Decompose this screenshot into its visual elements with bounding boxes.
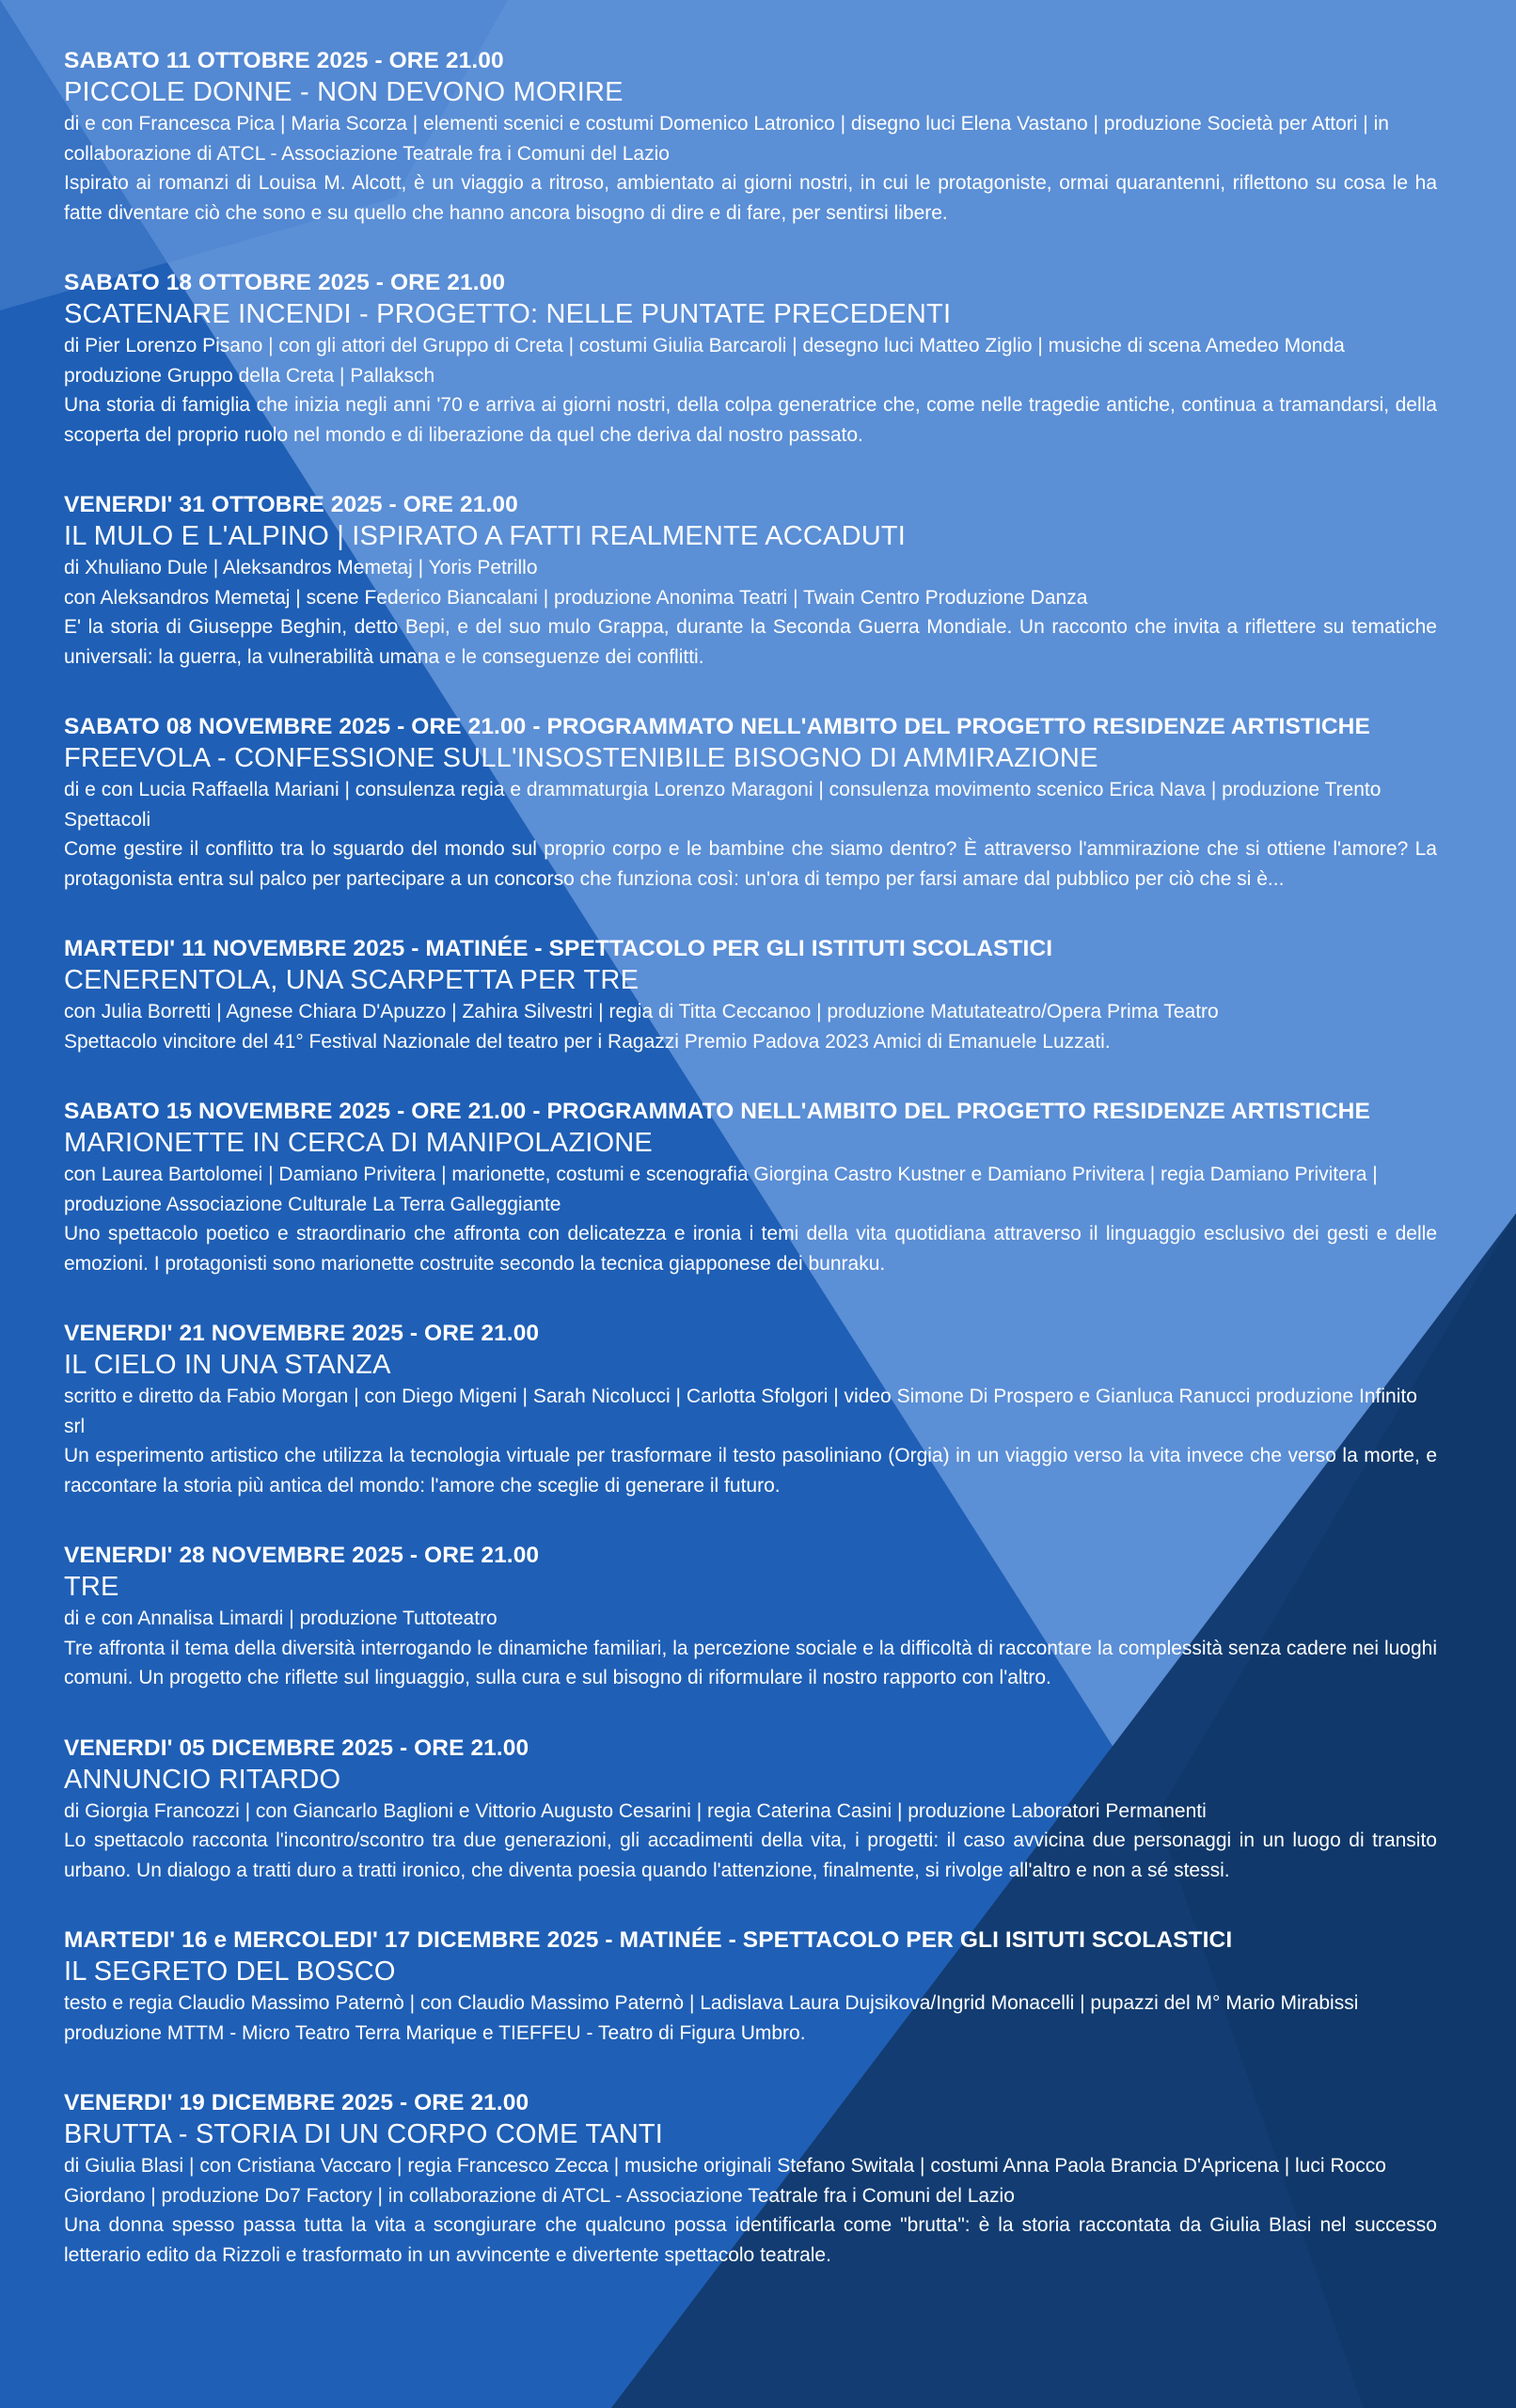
event-credits: di Pier Lorenzo Pisano | con gli attori del Gruppo di Creta | costumi Giulia Barcaroli | desegno luci Matteo Ziglio | musiche di scena Amedeo Monda produzione Gruppo della Creta | Pallaksch: [64, 335, 1345, 387]
event-credits: di e con Lucia Raffaella Mariani | consulenza regia e drammaturgia Lorenzo Maragoni | consulenza movimento scenico Erica Nava | produzione Trento Spettacoli: [64, 779, 1382, 831]
event-block: [64, 2089, 1437, 2270]
event-title: TRE: [64, 1572, 119, 1602]
event-title: FREEVOLA - CONFESSIONE SULL'INSOSTENIBILE BISOGNO DI AMMIRAZIONE: [64, 743, 1098, 773]
event-credits: con Laurea Bartolomei | Damiano Privitera | marionette, costumi e scenografia Giorgina Castro Kustner e Damiano Privitera | regia Damiano Privitera | produzione Associazione Culturale La Terra Galleggiante: [64, 1164, 1378, 1215]
event-description: Uno spettacolo poetico e straordinario che affronta con delicatezza e ironia i temi della vita quotidiana attraverso il linguaggio esclusivo dei gesti e delle emozioni. I protagonisti sono marionette costruite secondo la tecnica giapponese dei bunraku.: [64, 1223, 1437, 1275]
event-credits: di Xhuliano Dule | Aleksandros Memetaj | Yoris Petrillo con Aleksandros Memetaj | scene Federico Biancalani | produzione Anonima Teatri | Twain Centro Produzione Danza: [64, 557, 1088, 609]
event-date: VENERDI' 31 OTTOBRE 2025 - ORE 21.00: [64, 492, 518, 517]
event-credits: di e con Francesca Pica | Maria Scorza | elementi scenici e costumi Domenico Latronico | disegno luci Elena Vastano | produzione Società per Attori | in collaborazione di ATCL - Associazione Teatrale fra i Comuni del Lazio: [64, 113, 1389, 165]
event-credits: di e con Annalisa Limardi | produzione Tuttoteatro: [64, 1608, 497, 1629]
event-title: IL CIELO IN UNA STANZA: [64, 1350, 391, 1380]
event-date: MARTEDI' 16 e MERCOLEDI' 17 DICEMBRE 2025 - MATINÉE - SPETTACOLO PER GLI ISITUTI SCOLASTICI: [64, 1927, 1233, 1953]
event-title: IL SEGRETO DEL BOSCO: [64, 1956, 396, 1987]
event-description: Spettacolo vincitore del 41° Festival Nazionale del teatro per i Ragazzi Premio Padova 2023 Amici di Emanuele Luzzati.: [64, 1030, 1111, 1053]
event-date: SABATO 11 OTTOBRE 2025 - ORE 21.00: [64, 48, 504, 73]
event-title: SCATENARE INCENDI - PROGETTO: NELLE PUNTATE PRECEDENTI: [64, 299, 952, 329]
event-date: SABATO 18 OTTOBRE 2025 - ORE 21.00: [64, 270, 506, 295]
event-description: Una storia di famiglia che inizia negli anni '70 e arriva ai giorni nostri, della colpa generatrice che, come nelle tragedie antiche, continua a tramandarsi, della scoperta del proprio ruolo nel mondo e di liberazione da quel che deriva dal nostro passato.: [64, 394, 1437, 446]
event-description: Lo spettacolo racconta l'incontro/scontro tra due generazioni, gli accadimenti della vita, i progetti: il caso avvicina due personaggi in un luogo di transito urbano. Un dialogo a tratti duro a tratti ironico, che diventa poesia quando l'attenzione, finalmente, si rivolge all'altro e non a sé stessi.: [64, 1830, 1437, 1881]
event-date: MARTEDI' 11 NOVEMBRE 2025 - MATINÉE - SPETTACOLO PER GLI ISTITUTI SCOLASTICI: [64, 936, 1053, 961]
event-date: VENERDI' 05 DICEMBRE 2025 - ORE 21.00: [64, 1735, 529, 1761]
event-block: [64, 269, 1437, 450]
event-credits: scritto e diretto da Fabio Morgan | con Diego Migeni | Sarah Nicolucci | Carlotta Sfolgori | video Simone Di Prospero e Gianluca Ranucci produzione Infinito srl: [64, 1386, 1417, 1437]
event-block: [64, 713, 1437, 894]
event-credits: di Giorgia Francozzi | con Giancarlo Baglioni e Vittorio Augusto Cesarini | regia Caterina Casini | produzione Laboratori Permanenti: [64, 1799, 1207, 1822]
event-title: MARIONETTE IN CERCA DI MANIPOLAZIONE: [64, 1128, 653, 1158]
event-title: PICCOLE DONNE - NON DEVONO MORIRE: [64, 77, 624, 107]
event-description: E' la storia di Giuseppe Beghin, detto Bepi, e del suo mulo Grappa, durante la Seconda Guerra Mondiale. Un racconto che invita a riflettere su tematiche universali: la guerra, la vulnerabilità umana e le conseguenze dei conflitti.: [64, 616, 1437, 668]
event-description: Tre affronta il tema della diversità interrogando le dinamiche familiari, la percezione sociale e la difficoltà di raccontare la complessità senza cadere nei luoghi comuni. Un progetto che riflette sul linguaggio, sulla cura e sul bisogno di riformulare il nostro rapporto con l'altro.: [64, 1637, 1437, 1688]
event-description: Un esperimento artistico che utilizza la tecnologia virtuale per trasformare il testo pasoliniano (Orgia) in un viaggio verso la vita invece che verso la morte, e raccontare la storia più antica del mondo: l'amore che sceglie di generare il futuro.: [64, 1445, 1437, 1497]
event-title: IL MULO E L'ALPINO | ISPIRATO A FATTI REALMENTE ACCADUTI: [64, 521, 907, 551]
event-date: SABATO 08 NOVEMBRE 2025 - ORE 21.00 - PROGRAMMATO NELL'AMBITO DEL PROGETTO RESIDENZE ARTISTICHE: [64, 714, 1370, 739]
event-title: BRUTTA - STORIA DI UN CORPO COME TANTI: [64, 2119, 664, 2149]
event-description: Una donna spesso passa tutta la vita a scongiurare che qualcuno possa identificarla come "brutta": è la storia raccontata da Giulia Blasi nel successo letterario edito da Rizzoli e trasformato in un avvincente e divertente spettacolo teatrale.: [64, 2214, 1437, 2266]
event-block: [64, 491, 1437, 672]
event-credits: testo e regia Claudio Massimo Paternò | con Claudio Massimo Paternò | Ladislava Laura Dujsikova/Ingrid Monacelli | pupazzi del M° Mario Mirabissi produzione MTTM - Micro Teatro Terra Marique e TIEFFEU - Teatro di Figura Umbro.: [64, 1992, 1359, 2044]
event-block: [64, 1542, 1437, 1693]
event-title: CENERENTOLA, UNA SCARPETTA PER TRE: [64, 965, 640, 995]
event-title: ANNUNCIO RITARDO: [64, 1764, 341, 1795]
event-block: [64, 1735, 1437, 1886]
event-block: [64, 1320, 1437, 1500]
event-date: VENERDI' 19 DICEMBRE 2025 - ORE 21.00: [64, 2090, 529, 2115]
event-block: [64, 1098, 1437, 1278]
event-description: Come gestire il conflitto tra lo sguardo del mondo sul proprio corpo e le bambine che siamo dentro? È attraverso l'ammirazione che si ottiene l'amore? La protagonista entra sul palco per partecipare a un concorso che funziona così: un'ora di tempo per farsi amare dal pubblico per ciò che si è...: [64, 838, 1437, 890]
event-block: [64, 935, 1437, 1056]
event-credits: di Giulia Blasi | con Cristiana Vaccaro | regia Francesco Zecca | musiche originali Stefano Switala | costumi Anna Paola Brancia D'Apricena | luci Rocco Giordano | produzione Do7 Factory | in collaborazione di ATCL - Associazione Teatrale fra i Comuni del Lazio: [64, 2155, 1386, 2207]
event-date: SABATO 15 NOVEMBRE 2025 - ORE 21.00 - PROGRAMMATO NELL'AMBITO DEL PROGETTO RESIDENZE ARTISTICHE: [64, 1099, 1370, 1124]
event-date: VENERDI' 21 NOVEMBRE 2025 - ORE 21.00: [64, 1321, 540, 1346]
event-date: VENERDI' 28 NOVEMBRE 2025 - ORE 21.00: [64, 1543, 540, 1568]
event-description: Ispirato ai romanzi di Louisa M. Alcott, è un viaggio a ritroso, ambientato ai giorni nostri, in cui le protagoniste, ormai quarantenni, riflettono su cosa le ha fatte diventare ciò che sono e su quello che hanno ancora bisogno di dire e di fare, per sentirsi libere.: [64, 172, 1437, 224]
event-block: [64, 1926, 1437, 2048]
event-program: [64, 47, 1437, 2311]
event-block: [64, 47, 1437, 228]
event-credits: con Julia Borretti | Agnese Chiara D'Apuzzo | Zahira Silvestri | regia di Titta Ceccanoo | produzione Matutateatro/Opera Prima Teatro: [64, 1001, 1219, 1022]
